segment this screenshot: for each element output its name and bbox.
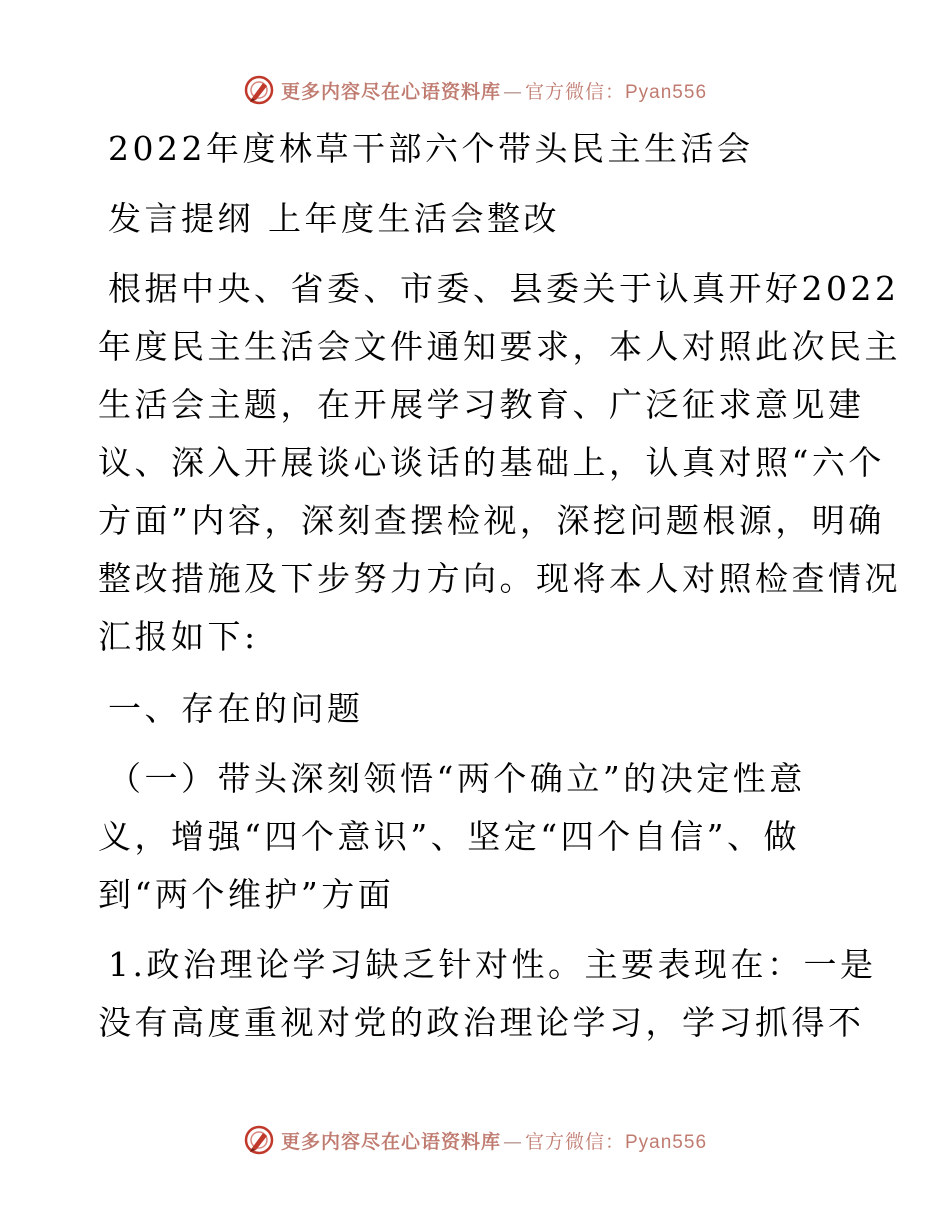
document-title-line-2: 发言提纲 上年度生活会整改 (108, 199, 560, 238)
watermark-id: Pyan556 (625, 1131, 708, 1153)
intro-line: 汇报如下: (98, 617, 259, 656)
watermark-text-cn: 更多内容尽在心语资料库 (280, 1130, 501, 1153)
section-heading: 一、存在的问题 (108, 689, 364, 728)
subsection-heading (98, 750, 858, 924)
watermark-text-cn: 更多内容尽在心语资料库 (280, 80, 501, 103)
intro-line: 根据中央、省委、市委、县委关于认真开好2022 (108, 269, 900, 308)
intro-line: 年度民主生活会文件通知要求，本人对照此次民主 (98, 327, 901, 366)
watermark-dash: — (502, 80, 523, 103)
document-title-line-1: 2022年度林草干部六个带头民主生活会 (108, 129, 754, 168)
header-watermark (0, 70, 950, 110)
intro-paragraph (98, 260, 901, 666)
intro-line: 整改措施及下步努力方向。现将本人对照检查情况 (98, 559, 901, 598)
pen-logo-icon (243, 1124, 275, 1156)
pen-logo-icon (243, 74, 275, 106)
watermark-official: 官方微信： (524, 1130, 625, 1153)
watermark-official: 官方微信： (524, 80, 625, 103)
subsection-line: （一）带头深刻领悟“两个确立”的决定性意 (108, 759, 806, 798)
intro-line: 议、深入开展谈心谈话的基础上，认真对照“六个 (98, 443, 885, 482)
item-line: 1.政治理论学习缺乏针对性。主要表现在：一是 (108, 945, 877, 984)
item-paragraph (98, 936, 877, 1052)
footer-watermark (0, 1120, 950, 1160)
subsection-line: 到“两个维护”方面 (98, 875, 395, 914)
subsection-line: 义，增强“四个意识”、坚定“四个自信”、做 (98, 817, 800, 856)
watermark-dash: — (502, 1130, 523, 1153)
intro-line: 生活会主题，在开展学习教育、广泛征求意见建 (98, 385, 865, 424)
watermark-id: Pyan556 (625, 81, 708, 103)
document-body (98, 120, 901, 1052)
item-line: 没有高度重视对党的政治理论学习，学习抓得不 (98, 1003, 865, 1042)
intro-line: 方面”内容，深刻查摆检视，深挖问题根源，明确 (98, 501, 885, 540)
